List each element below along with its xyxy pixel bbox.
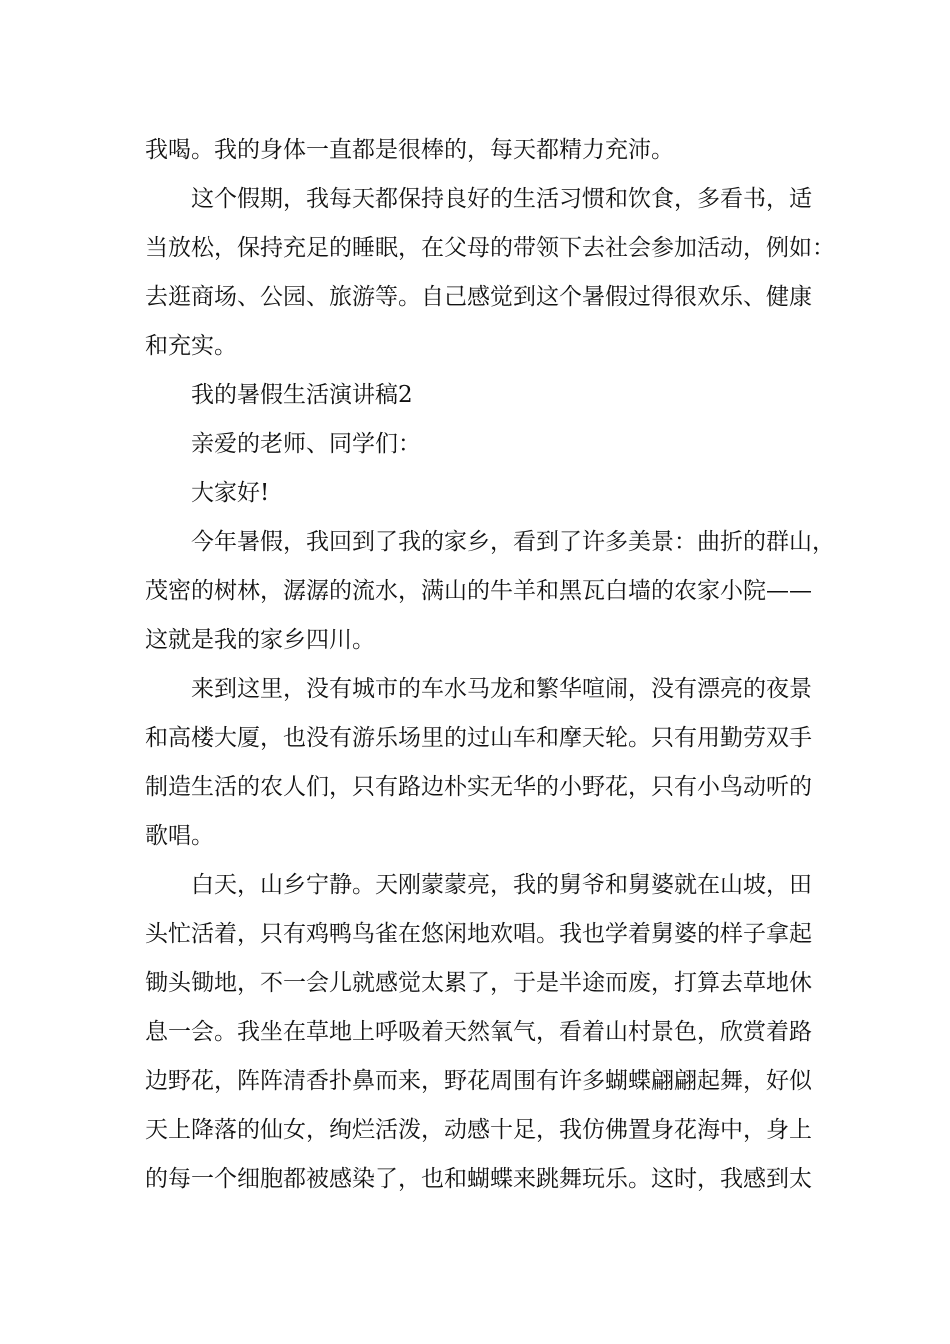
text-line: 大家好! <box>191 480 270 506</box>
text-line: 的每一个细胞都被感染了，也和蝴蝶来跳舞玩乐。这时，我感到太 <box>145 1166 812 1192</box>
text-line: 这个假期，我每天都保持良好的生活习惯和饮食，多看书，适 <box>191 186 812 212</box>
text-line: 边野花，阵阵清香扑鼻而来，野花周围有许多蝴蝶翩翩起舞，好似 <box>145 1068 812 1094</box>
text-line: 和高楼大厦，也没有游乐场里的过山车和摩天轮。只有用勤劳双手 <box>145 725 812 751</box>
text-line: 息一会。我坐在草地上呼吸着天然氧气，看着山村景色，欣赏着路 <box>145 1019 812 1045</box>
text-line: 当放松，保持充足的睡眠，在父母的带领下去社会参加活动，例如： <box>145 235 835 261</box>
text-line: 这就是我的家乡四川。 <box>145 627 375 653</box>
text-line: 和充实。 <box>145 333 237 359</box>
text-line: 白天，山乡宁静。天刚蒙蒙亮，我的舅爷和舅婆就在山坡，田 <box>191 872 812 898</box>
text-line: 今年暑假，我回到了我的家乡，看到了许多美景：曲折的群山， <box>191 529 835 555</box>
text-line: 天上降落的仙女，绚烂活泼，动感十足，我仿佛置身花海中，身上 <box>145 1117 812 1143</box>
text-line: 我喝。我的身体一直都是很棒的，每天都精力充沛。 <box>145 137 674 163</box>
text-line: 我的暑假生活演讲稿2 <box>191 382 413 408</box>
text-line: 歌唱。 <box>145 823 214 849</box>
text-line: 去逛商场、公园、旅游等。自己感觉到这个暑假过得很欢乐、健康 <box>145 284 812 310</box>
text-line: 茂密的树林，潺潺的流水，满山的牛羊和黑瓦白墙的农家小院—— <box>145 578 812 604</box>
text-line: 制造生活的农人们，只有路边朴实无华的小野花，只有小鸟动听的 <box>145 774 812 800</box>
text-line: 来到这里，没有城市的车水马龙和繁华喧闹，没有漂亮的夜景 <box>191 676 812 702</box>
text-line: 亲爱的老师、同学们： <box>191 431 421 457</box>
text-line: 锄头锄地，不一会儿就感觉太累了，于是半途而废，打算去草地休 <box>145 970 812 996</box>
document-body <box>145 126 835 1204</box>
text-line: 头忙活着，只有鸡鸭鸟雀在悠闲地欢唱。我也学着舅婆的样子拿起 <box>145 921 812 947</box>
